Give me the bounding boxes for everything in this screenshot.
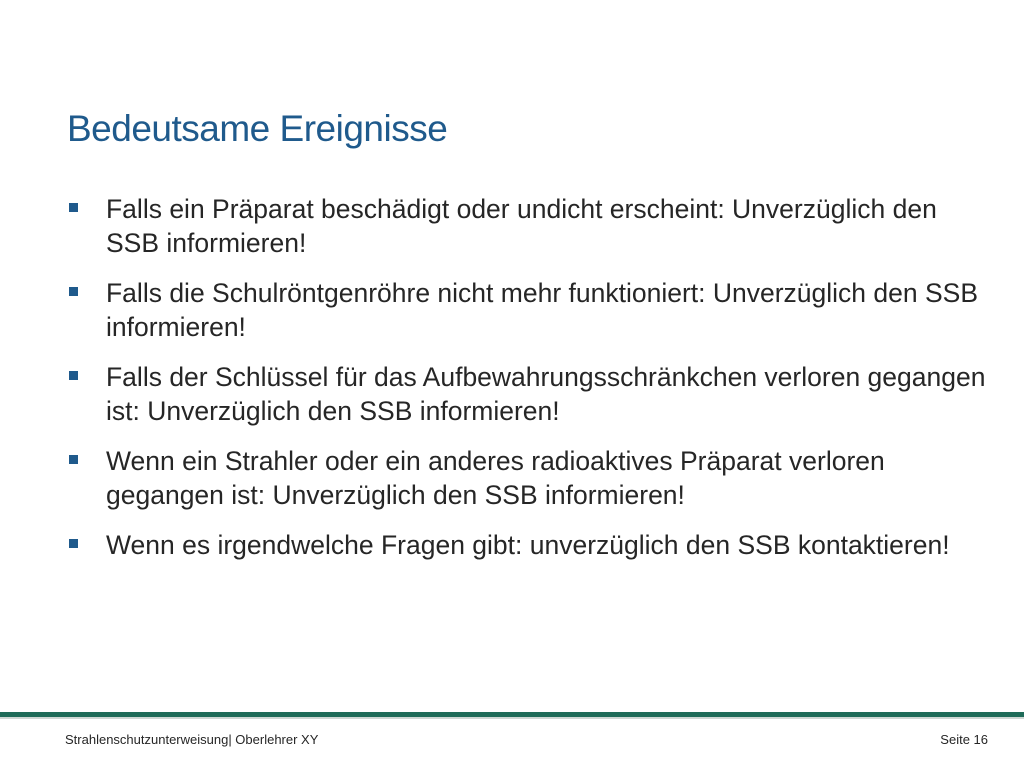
bullet-text: Wenn ein Strahler oder ein anderes radioaktives Präparat verloren gegangen ist: Unverzüglich den SSB informieren! xyxy=(106,446,885,510)
bullet-item xyxy=(68,444,988,512)
square-bullet-icon xyxy=(69,455,78,464)
footer-course-label: Strahlenschutzunterweisung| Oberlehrer XY xyxy=(65,732,319,747)
bullet-text: Falls die Schulröntgenröhre nicht mehr funktioniert: Unverzüglich den SSB informieren! xyxy=(106,278,979,342)
footer-page-number: Seite 16 xyxy=(940,732,988,747)
footer-divider-shadow xyxy=(0,717,1024,719)
bullet-item xyxy=(68,276,988,344)
square-bullet-icon xyxy=(69,539,78,548)
slide-title: Bedeutsame Ereignisse xyxy=(67,108,448,149)
bullet-item xyxy=(68,192,988,260)
bullet-item xyxy=(68,528,988,562)
square-bullet-icon xyxy=(69,287,78,296)
bullet-item xyxy=(68,360,988,428)
square-bullet-icon xyxy=(69,203,78,212)
square-bullet-icon xyxy=(69,371,78,380)
bullet-list xyxy=(68,192,988,578)
bullet-text: Falls der Schlüssel für das Aufbewahrungsschränkchen verloren gegangen ist: Unverzüglich den SSB informieren! xyxy=(106,362,986,426)
bullet-text: Falls ein Präparat beschädigt oder undicht erscheint: Unverzüglich den SSB informieren! xyxy=(106,194,937,258)
bullet-text: Wenn es irgendwelche Fragen gibt: unverzüglich den SSB kontaktieren! xyxy=(106,530,950,560)
